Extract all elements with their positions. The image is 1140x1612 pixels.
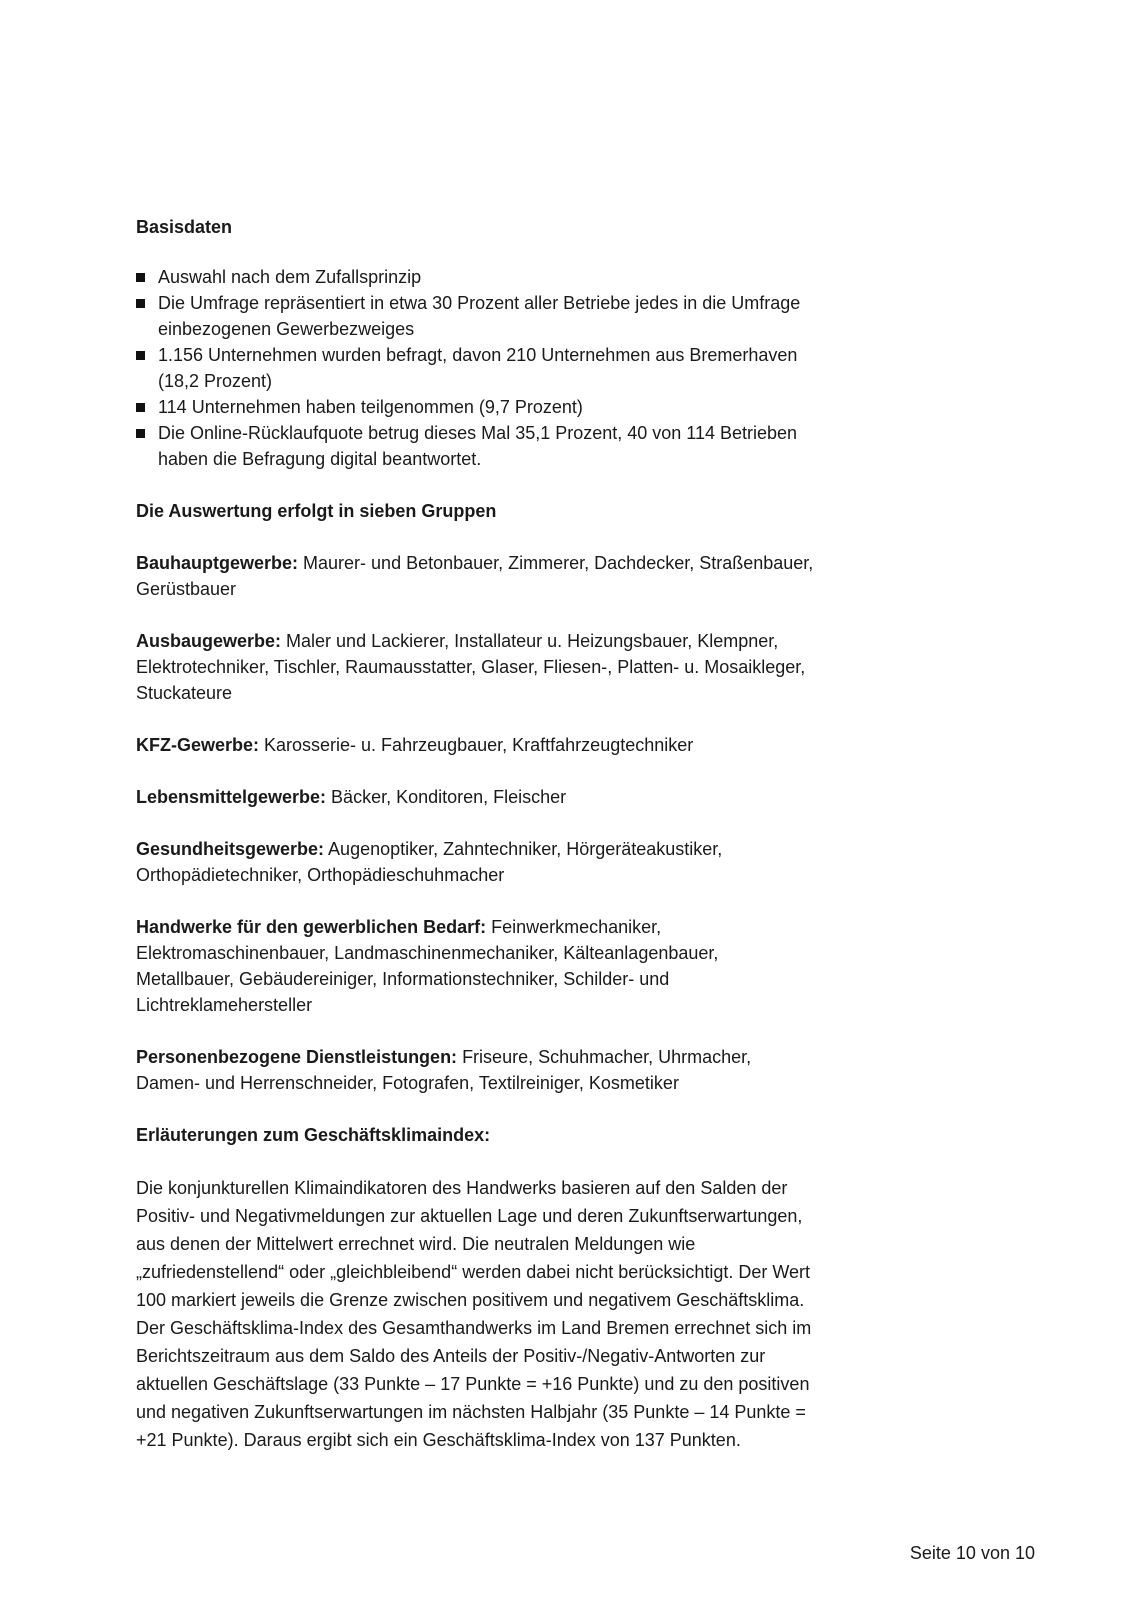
group-paragraph (136, 784, 816, 810)
explanation-paragraph: Der Geschäftsklima-Index des Gesamthandwerks im Land Bremen errechnet sich im Berichtszeitraum aus dem Saldo des Anteils der Positiv-/Negativ-Antworten zur aktuellen Geschäftslage (33 Punkte – 17 Punkte = +16 Punkte) und zu den positiven und negativen Zukunftserwartungen im nächsten Halbjahr (35 Punkte – 14 Punkte = +21 Punkte). Daraus ergibt sich ein Geschäftsklima-Index von 137 Punkten. (136, 1318, 812, 1450)
page-number: Seite 10 von 10 (909, 1543, 1035, 1563)
group-title: Ausbaugewerbe: (136, 631, 282, 651)
list-item-text: Die Umfrage repräsentiert in etwa 30 Prozent aller Betriebe jedes in die Umfrage einbezogenen Gewerbezweiges (158, 293, 801, 339)
group-paragraph (136, 914, 816, 1018)
square-bullet-icon (136, 299, 145, 308)
explanation-paragraph: Die konjunkturellen Klimaindikatoren des Handwerks basieren auf den Salden der Positiv- und Negativmeldungen zur aktuellen Lage und deren Zukunftserwartungen, aus denen der Mittelwert errechnet wird. Die neutralen Meldungen wie „zufriedenstellend“ oder „gleichbleibend“ werden dabei nicht berücksichtigt. Der Wert 100 markiert jeweils die Grenze zwischen positivem und negativem Geschäftsklima. (136, 1178, 811, 1310)
group-paragraph (136, 1044, 816, 1096)
group-paragraph (136, 732, 816, 758)
explanation-heading: Erläuterungen zum Geschäftsklimaindex: (136, 1125, 491, 1145)
group-title: Lebensmittelgewerbe: (136, 787, 327, 807)
group-text: Augenoptiker, Zahntechniker, Hörgeräteakustiker, Orthopädietechniker, Orthopädieschuhmacher (136, 839, 723, 885)
document-body (136, 214, 816, 1454)
list-item (136, 420, 816, 472)
group-paragraph (136, 836, 816, 888)
group-title: Handwerke für den gewerblichen Bedarf: (136, 917, 487, 937)
group-title: KFZ-Gewerbe: (136, 735, 260, 755)
group-text: Maurer- und Betonbauer, Zimmerer, Dachdecker, Straßenbauer, Gerüstbauer (136, 553, 814, 599)
list-item (136, 394, 816, 420)
group-text: Feinwerkmechaniker, Elektromaschinenbauer, Landmaschinenmechaniker, Kälteanlagenbauer, Metallbauer, Gebäudereiniger, Informationstechniker, Schilder- und Lichtreklamehersteller (136, 917, 719, 1015)
group-title: Personenbezogene Dienstleistungen: (136, 1047, 458, 1067)
list-item-text: 114 Unternehmen haben teilgenommen (9,7 Prozent) (158, 397, 583, 417)
basis-heading: Basisdaten (136, 217, 233, 237)
list-item (136, 264, 816, 290)
group-text: Karosserie- u. Fahrzeugbauer, Kraftfahrzeugtechniker (259, 735, 694, 755)
square-bullet-icon (136, 273, 145, 282)
group-text: Maler und Lackierer, Installateur u. Heizungsbauer, Klempner, Elektrotechniker, Tischler, Raumausstatter, Glaser, Fliesen-, Platten- u. Mosaikleger, Stuckateure (136, 631, 806, 703)
groups-heading: Die Auswertung erfolgt in sieben Gruppen (136, 501, 497, 521)
group-text: Friseure, Schuhmacher, Uhrmacher, Damen- und Herrenschneider, Fotografen, Textilreiniger, Kosmetiker (136, 1047, 752, 1093)
group-title: Gesundheitsgewerbe: (136, 839, 325, 859)
group-text: Bäcker, Konditoren, Fleischer (326, 787, 567, 807)
list-item-text: Auswahl nach dem Zufallsprinzip (158, 267, 422, 287)
group-paragraph (136, 550, 816, 602)
list-item (136, 290, 816, 342)
list-item-text: 1.156 Unternehmen wurden befragt, davon 210 Unternehmen aus Bremerhaven (18,2 Prozent) (158, 345, 798, 391)
square-bullet-icon (136, 403, 145, 412)
list-item (136, 342, 816, 394)
group-title: Bauhauptgewerbe: (136, 553, 299, 573)
basis-list (136, 264, 816, 472)
square-bullet-icon (136, 429, 145, 438)
list-item-text: Die Online-Rücklaufquote betrug dieses Mal 35,1 Prozent, 40 von 114 Betrieben haben die Befragung digital beantwortet. (158, 423, 798, 469)
square-bullet-icon (136, 351, 145, 360)
group-paragraph (136, 628, 816, 706)
